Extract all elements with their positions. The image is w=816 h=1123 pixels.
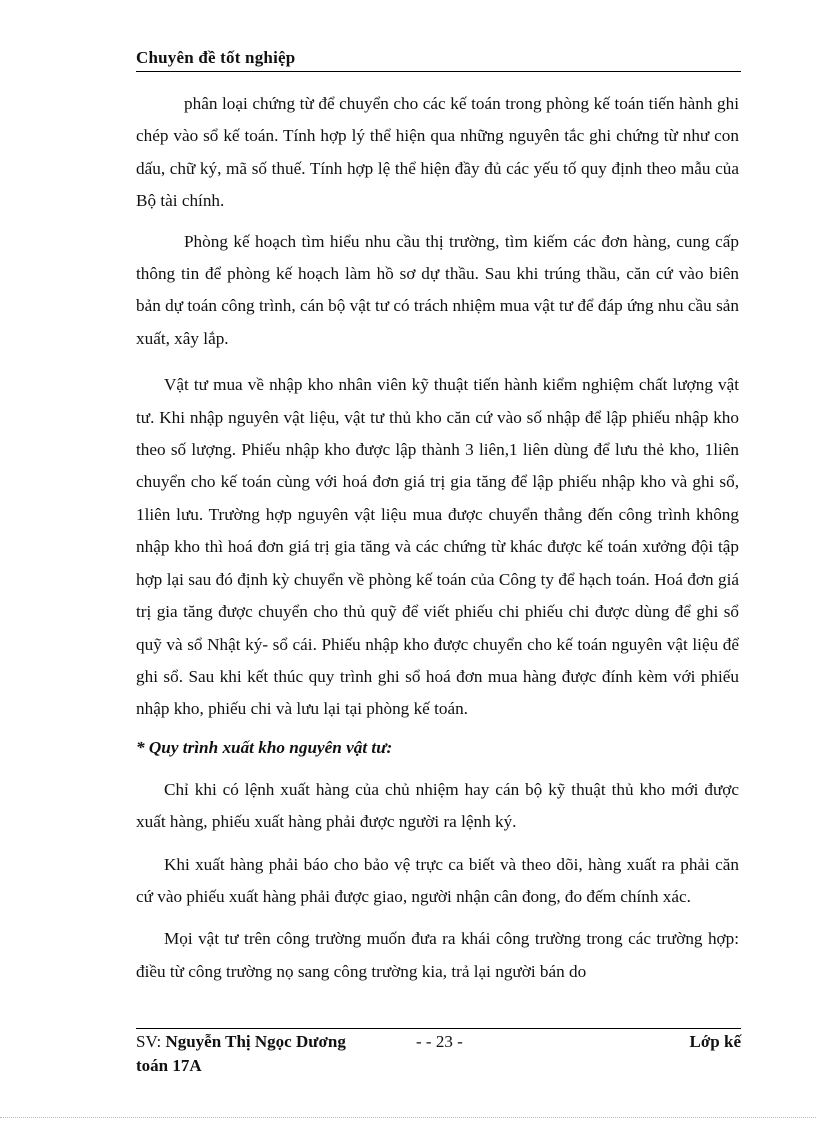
footer-page-number: - - 23 - [416, 1032, 463, 1051]
section-heading: * Quy trình xuất kho nguyên vật tư: [136, 737, 393, 757]
footer-class-part1: Lớp kế [689, 1032, 741, 1051]
paragraph-3: Vật tư mua về nhập kho nhân viên kỹ thuật tiến hành kiểm nghiệm chất lượng vật tư. Khi nhập nguyên vật liệu, vật tư thủ kho căn cứ vào số nhập để lập phiếu nhập kho theo số lượng. Phiếu nhập kho được lập thành 3 liên,1 liên dùng để lưu thẻ kho, 1liên chuyển cho kế toán cùng với hoá đơn giá trị gia tăng để lập phiếu nhập kho và ghi sổ, 1liên lưu. Trường hợp nguyên vật liệu mua được chuyển thẳng đến công trình không nhập kho thì hoá đơn giá trị gia tăng và các chứng từ khác được kế toán xưởng đội tập hợp lại sau đó định kỳ chuyển về phòng kế toán của Công ty để hạch toán. Hoá đơn giá trị gia tăng được chuyển cho thủ quỹ để viết phiếu chi phiếu chi được dùng để ghi sổ quỹ và sổ Nhật ký- sổ cái. Phiếu nhập kho được chuyển cho kế toán nguyên vật liệu để ghi sổ. Sau khi kết thúc quy trình ghi sổ hoá đơn mua hàng được đính kèm với phiếu nhập kho, phiếu chi và lưu lại tại phòng kế toán. [136, 375, 739, 719]
paragraph-6: Mọi vật tư trên công trường muốn đưa ra khái công trường trong các trường hợp: điều từ công trường nọ sang công trường kia, trả lại người bán do [136, 929, 739, 981]
footer-student-name: Nguyễn Thị Ngọc Dương [165, 1032, 346, 1051]
page-footer [136, 1030, 741, 1078]
paragraph-1: phân loại chứng từ để chuyển cho các kế toán trong phòng kế toán tiến hành ghi chép vào sổ kế toán. Tính hợp lý thể hiện qua những nguyên tắc ghi chứng từ như con dấu, chữ ký, mã số thuế. Tính hợp lệ thể hiện đầy đủ các yếu tố quy định theo mẫu của Bộ tài chính. [136, 94, 739, 211]
footer-class-part2: toán 17A [136, 1056, 202, 1075]
page-edge-dotted-line [0, 1117, 816, 1118]
footer-sv-prefix: SV: [136, 1032, 166, 1051]
paragraph-5: Khi xuất hàng phải báo cho bảo vệ trực ca biết và theo dõi, hàng xuất ra phải căn cứ vào phiếu xuất hàng phải được giao, người nhận cân đong, đo đếm chính xác. [136, 854, 739, 906]
page-header-title: Chuyên đề tốt nghiệp [136, 48, 296, 67]
document-body [136, 88, 739, 988]
header-divider [136, 71, 741, 72]
paragraph-2: Phòng kế hoạch tìm hiểu nhu cầu thị trường, tìm kiếm các đơn hàng, cung cấp thông tin để phòng kế hoạch làm hồ sơ dự thầu. Sau khi trúng thầu, căn cứ vào biên bản dự toán công trình, cán bộ vật tư có trách nhiệm mua vật tư để đáp ứng nhu cầu sản xuất, xây lắp. [136, 231, 739, 348]
footer-divider [136, 1028, 741, 1029]
paragraph-4: Chỉ khi có lệnh xuất hàng của chủ nhiệm hay cán bộ kỹ thuật thủ kho mới được xuất hàng, phiếu xuất hàng phải được người ra lệnh ký. [136, 779, 739, 832]
footer-student [136, 1030, 416, 1054]
